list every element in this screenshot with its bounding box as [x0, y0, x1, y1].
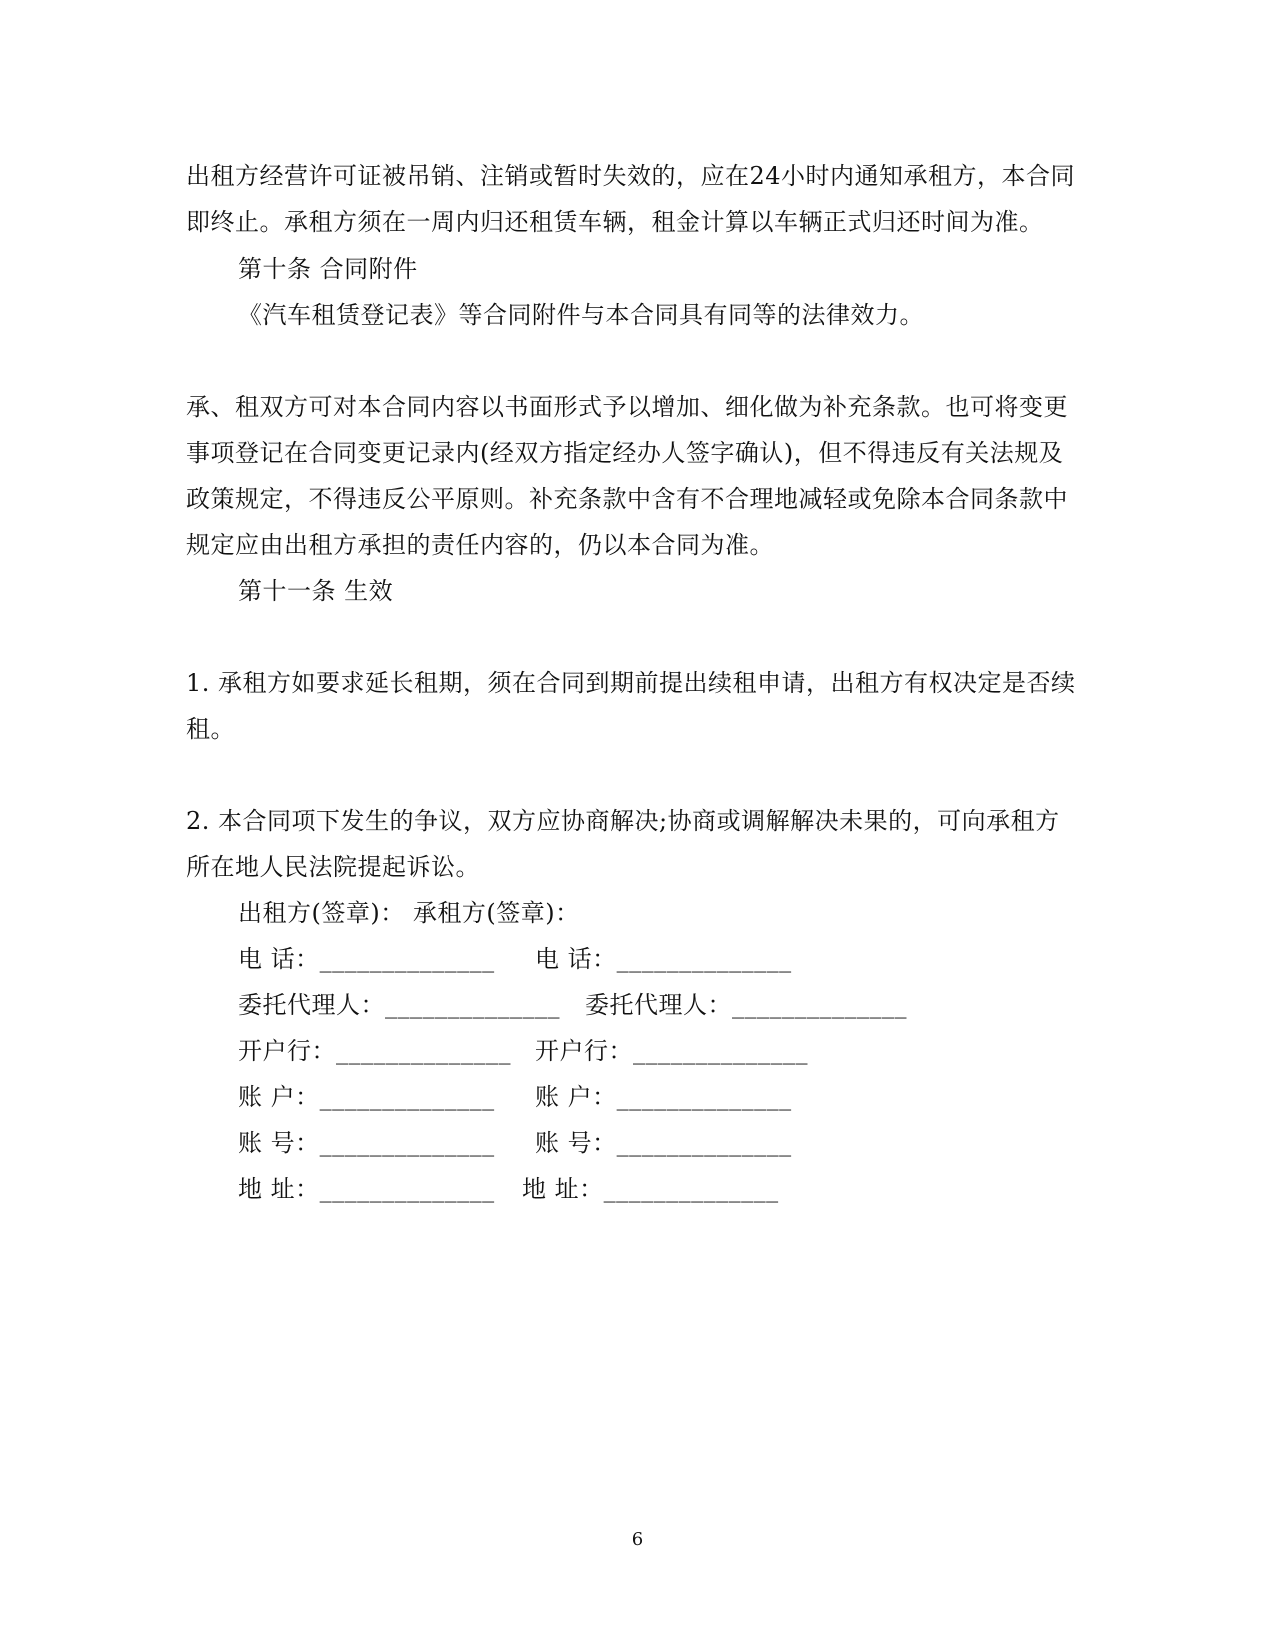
item-2-line-2: 所在地人民法院提起诉讼。: [186, 853, 480, 881]
address-right: 地 址：______________: [522, 1175, 779, 1203]
account-number-right: 账 号：______________: [535, 1129, 792, 1157]
account-name-right: 账 户：______________: [535, 1083, 792, 1111]
page-number: 6: [631, 1529, 644, 1550]
supplement-line-3: 政策规定，不得违反公平原则。补充条款中含有不合理地减轻或免除本合同条款中: [186, 485, 1068, 513]
account-name-left: 账 户：______________: [238, 1083, 495, 1111]
supplement-line-2: 事项登记在合同变更记录内(经双方指定经办人签字确认)，但不得违反有关法规及: [186, 439, 1064, 467]
address-left: 地 址：______________: [238, 1175, 495, 1203]
paragraph-license-revoked-line-2: 即终止。承租方须在一周内归还租赁车辆，租金计算以车辆正式归还时间为准。: [186, 208, 1044, 236]
account-number-left: 账 号：______________: [238, 1129, 495, 1157]
phone-right: 电 话：______________: [535, 945, 792, 973]
article-10-text: 《汽车租赁登记表》等合同附件与本合同具有同等的法律效力。: [238, 301, 924, 329]
supplement-line-1: 承、租双方可对本合同内容以书面形式予以增加、细化做为补充条款。也可将变更: [186, 393, 1068, 421]
item-1-line-1: 1. 承租方如要求延长租期，须在合同到期前提出续租申请，出租方有权决定是否续: [186, 669, 1076, 697]
agent-left: 委托代理人：______________: [238, 991, 560, 1019]
signature-parties: 出租方(签章)： 承租方(签章)：: [238, 899, 580, 927]
paragraph-license-revoked-line-1: 出租方经营许可证被吊销、注销或暂时失效的，应在24小时内通知承租方，本合同: [186, 162, 1076, 190]
item-2-line-1: 2. 本合同项下发生的争议，双方应协商解决;协商或调解解决未果的，可向承租方: [186, 807, 1060, 835]
item-1-line-2: 租。: [186, 715, 235, 743]
supplement-line-4: 规定应由出租方承担的责任内容的，仍以本合同为准。: [186, 531, 774, 559]
article-11-heading: 第十一条 生效: [238, 577, 394, 605]
bank-left: 开户行：______________: [238, 1037, 511, 1065]
phone-left: 电 话：______________: [238, 945, 495, 973]
article-10-heading: 第十条 合同附件: [238, 255, 418, 283]
bank-right: 开户行：______________: [535, 1037, 808, 1065]
agent-right: 委托代理人：______________: [585, 991, 907, 1019]
